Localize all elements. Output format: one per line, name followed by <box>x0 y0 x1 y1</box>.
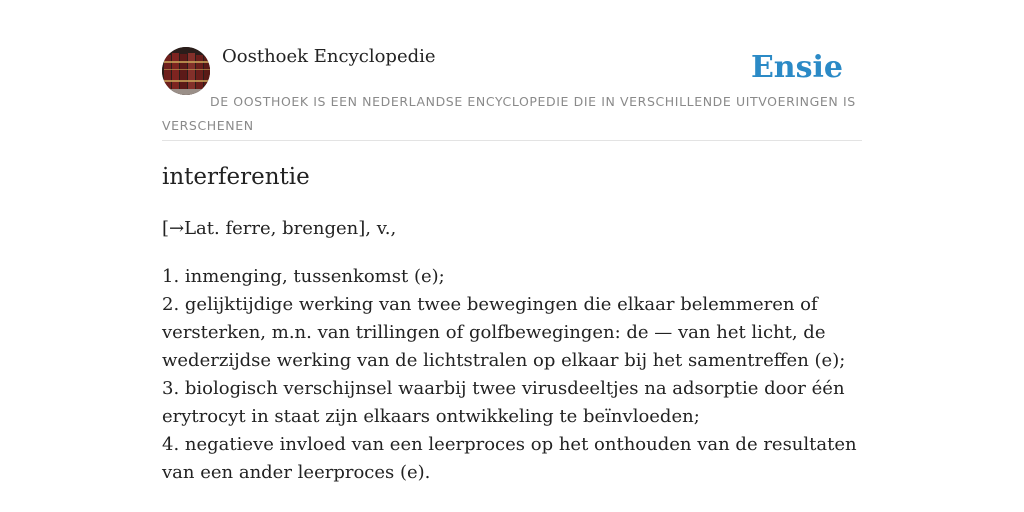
source-name[interactable]: Oosthoek Encyclopedie <box>222 46 436 67</box>
definition-list <box>162 263 862 487</box>
brand-logo[interactable]: Ensie <box>750 50 843 85</box>
definition-item: 2. gelijktijdige werking van twee bewegingen die elkaar belemmeren of versterken, m.n. van trillingen of golfbewegingen: de — van het licht, de wederzijdse werking van de lichtstralen op elkaar bij het samentreffen (e); <box>162 294 846 371</box>
source-header <box>162 0 862 141</box>
definition-item: 1. inmenging, tussenkomst (e); <box>162 266 445 287</box>
definition-item: 3. biologisch verschijnsel waarbij twee virusdeeltjes na adsorptie door één erytrocyt in staat zijn elkaars ontwikkeling te beïnvloeden; <box>162 378 845 427</box>
page <box>162 0 862 512</box>
definition-item: 4. negatieve invloed van een leerproces op het onthouden van de resultaten van een ander leerproces (e). <box>162 434 857 483</box>
entry-etymology: [→Lat. ferre, brengen], v., <box>162 218 397 239</box>
encyclopedia-books-icon[interactable] <box>162 47 210 95</box>
source-description: DE OOSTHOEK IS EEN NEDERLANDSE ENCYCLOPEDIE DIE IN VERSCHILLENDE UITVOERINGEN IS VERSCHENEN <box>162 94 856 133</box>
entry-title: interferentie <box>162 164 310 190</box>
